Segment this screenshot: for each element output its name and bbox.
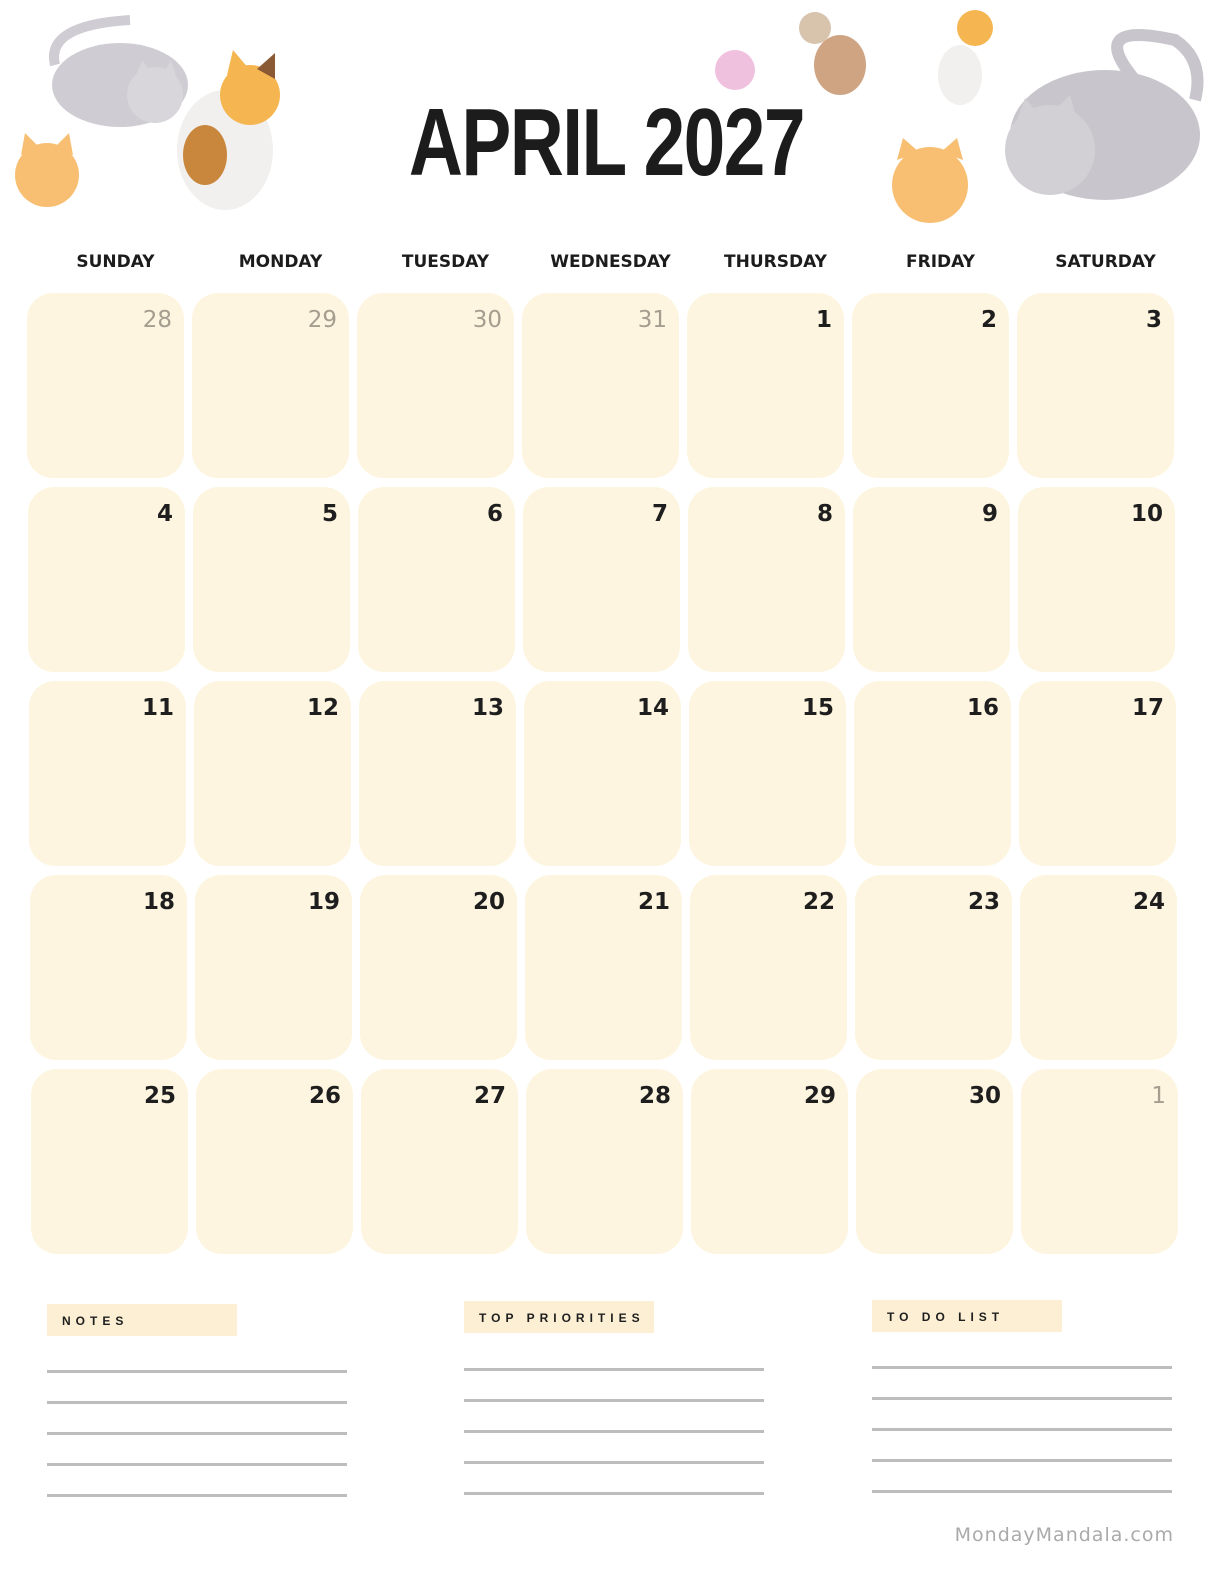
day-cell[interactable] — [691, 1069, 848, 1254]
writing-line — [464, 1461, 764, 1464]
day-cell[interactable] — [1020, 875, 1177, 1060]
day-cell[interactable] — [524, 681, 681, 866]
day-cell[interactable] — [359, 681, 516, 866]
day-cell[interactable] — [195, 875, 352, 1060]
day-cell[interactable] — [358, 487, 515, 672]
day-number: 29 — [307, 307, 337, 333]
day-number: 18 — [142, 889, 175, 915]
day-number: 30 — [968, 1083, 1001, 1109]
day-cell[interactable] — [526, 1069, 683, 1254]
weekday-monday: MONDAY — [238, 252, 323, 272]
day-number: 17 — [1131, 695, 1164, 721]
weekday-friday: FRIDAY — [906, 252, 975, 272]
day-number: 24 — [1132, 889, 1165, 915]
day-number: 15 — [801, 695, 834, 721]
day-cell[interactable] — [1019, 681, 1176, 866]
day-cell[interactable] — [361, 1069, 518, 1254]
day-number: 7 — [651, 501, 668, 527]
writing-line — [872, 1428, 1172, 1431]
writing-line — [47, 1432, 347, 1435]
to-do-list-label: TO DO LIST — [872, 1300, 1062, 1332]
day-cell[interactable] — [688, 487, 845, 672]
day-number: 31 — [637, 307, 667, 333]
day-cell[interactable] — [525, 875, 682, 1060]
day-number: 19 — [307, 889, 340, 915]
writing-line — [872, 1490, 1172, 1493]
day-number: 6 — [486, 501, 503, 527]
day-number: 11 — [141, 695, 174, 721]
writing-line — [464, 1492, 764, 1495]
writing-line — [47, 1463, 347, 1466]
day-cell[interactable] — [687, 293, 844, 478]
page-title: APRIL 2027 — [408, 89, 804, 196]
day-cell[interactable] — [196, 1069, 353, 1254]
day-number: 26 — [308, 1083, 341, 1109]
day-cell[interactable] — [1018, 487, 1175, 672]
day-cell[interactable] — [522, 293, 679, 478]
writing-line — [872, 1397, 1172, 1400]
day-cell[interactable] — [28, 487, 185, 672]
writing-line — [872, 1459, 1172, 1462]
writing-line — [47, 1494, 347, 1497]
day-number: 23 — [967, 889, 1000, 915]
brand-watermark: MondayMandala.com — [954, 1524, 1174, 1546]
day-number: 14 — [636, 695, 669, 721]
weekday-wednesday: WEDNESDAY — [550, 252, 671, 272]
day-cell[interactable] — [27, 293, 184, 478]
day-cell[interactable] — [30, 875, 187, 1060]
day-cell[interactable] — [29, 681, 186, 866]
day-number: 12 — [306, 695, 339, 721]
writing-line — [47, 1370, 347, 1373]
day-cell[interactable] — [854, 681, 1011, 866]
day-cell[interactable] — [357, 293, 514, 478]
day-cell[interactable] — [1021, 1069, 1178, 1254]
day-cell[interactable] — [853, 487, 1010, 672]
day-number: 9 — [981, 501, 998, 527]
day-number: 2 — [980, 307, 997, 333]
day-number: 4 — [156, 501, 173, 527]
day-number: 10 — [1130, 501, 1163, 527]
writing-line — [872, 1366, 1172, 1369]
day-cell[interactable] — [194, 681, 351, 866]
writing-line — [464, 1399, 764, 1402]
day-number: 16 — [966, 695, 999, 721]
day-cell[interactable] — [689, 681, 846, 866]
top-priorities-label: TOP PRIORITIES — [464, 1301, 654, 1333]
day-number: 27 — [473, 1083, 506, 1109]
day-cell[interactable] — [193, 487, 350, 672]
day-number: 25 — [143, 1083, 176, 1109]
day-cell[interactable] — [523, 487, 680, 672]
writing-line — [47, 1401, 347, 1404]
day-number: 1 — [815, 307, 832, 333]
day-cell[interactable] — [31, 1069, 188, 1254]
day-cell[interactable] — [360, 875, 517, 1060]
day-number: 28 — [142, 307, 172, 333]
day-number: 29 — [803, 1083, 836, 1109]
weekday-tuesday: TUESDAY — [401, 252, 490, 272]
day-number: 21 — [637, 889, 670, 915]
day-cell[interactable] — [856, 1069, 1013, 1254]
weekday-sunday: SUNDAY — [76, 252, 155, 272]
day-number: 30 — [472, 307, 502, 333]
day-number: 8 — [816, 501, 833, 527]
day-number: 13 — [471, 695, 504, 721]
day-number: 20 — [472, 889, 505, 915]
day-number: 22 — [802, 889, 835, 915]
day-number: 5 — [321, 501, 338, 527]
day-cell[interactable] — [1017, 293, 1174, 478]
notes-label: NOTES — [47, 1304, 237, 1336]
writing-line — [464, 1368, 764, 1371]
day-cell[interactable] — [192, 293, 349, 478]
writing-line — [464, 1430, 764, 1433]
weekday-saturday: SATURDAY — [1055, 252, 1156, 272]
weekday-thursday: THURSDAY — [724, 252, 827, 272]
day-number: 28 — [638, 1083, 671, 1109]
day-number: 1 — [1151, 1083, 1166, 1109]
day-cell[interactable] — [690, 875, 847, 1060]
day-number: 3 — [1145, 307, 1162, 333]
day-cell[interactable] — [852, 293, 1009, 478]
day-cell[interactable] — [855, 875, 1012, 1060]
